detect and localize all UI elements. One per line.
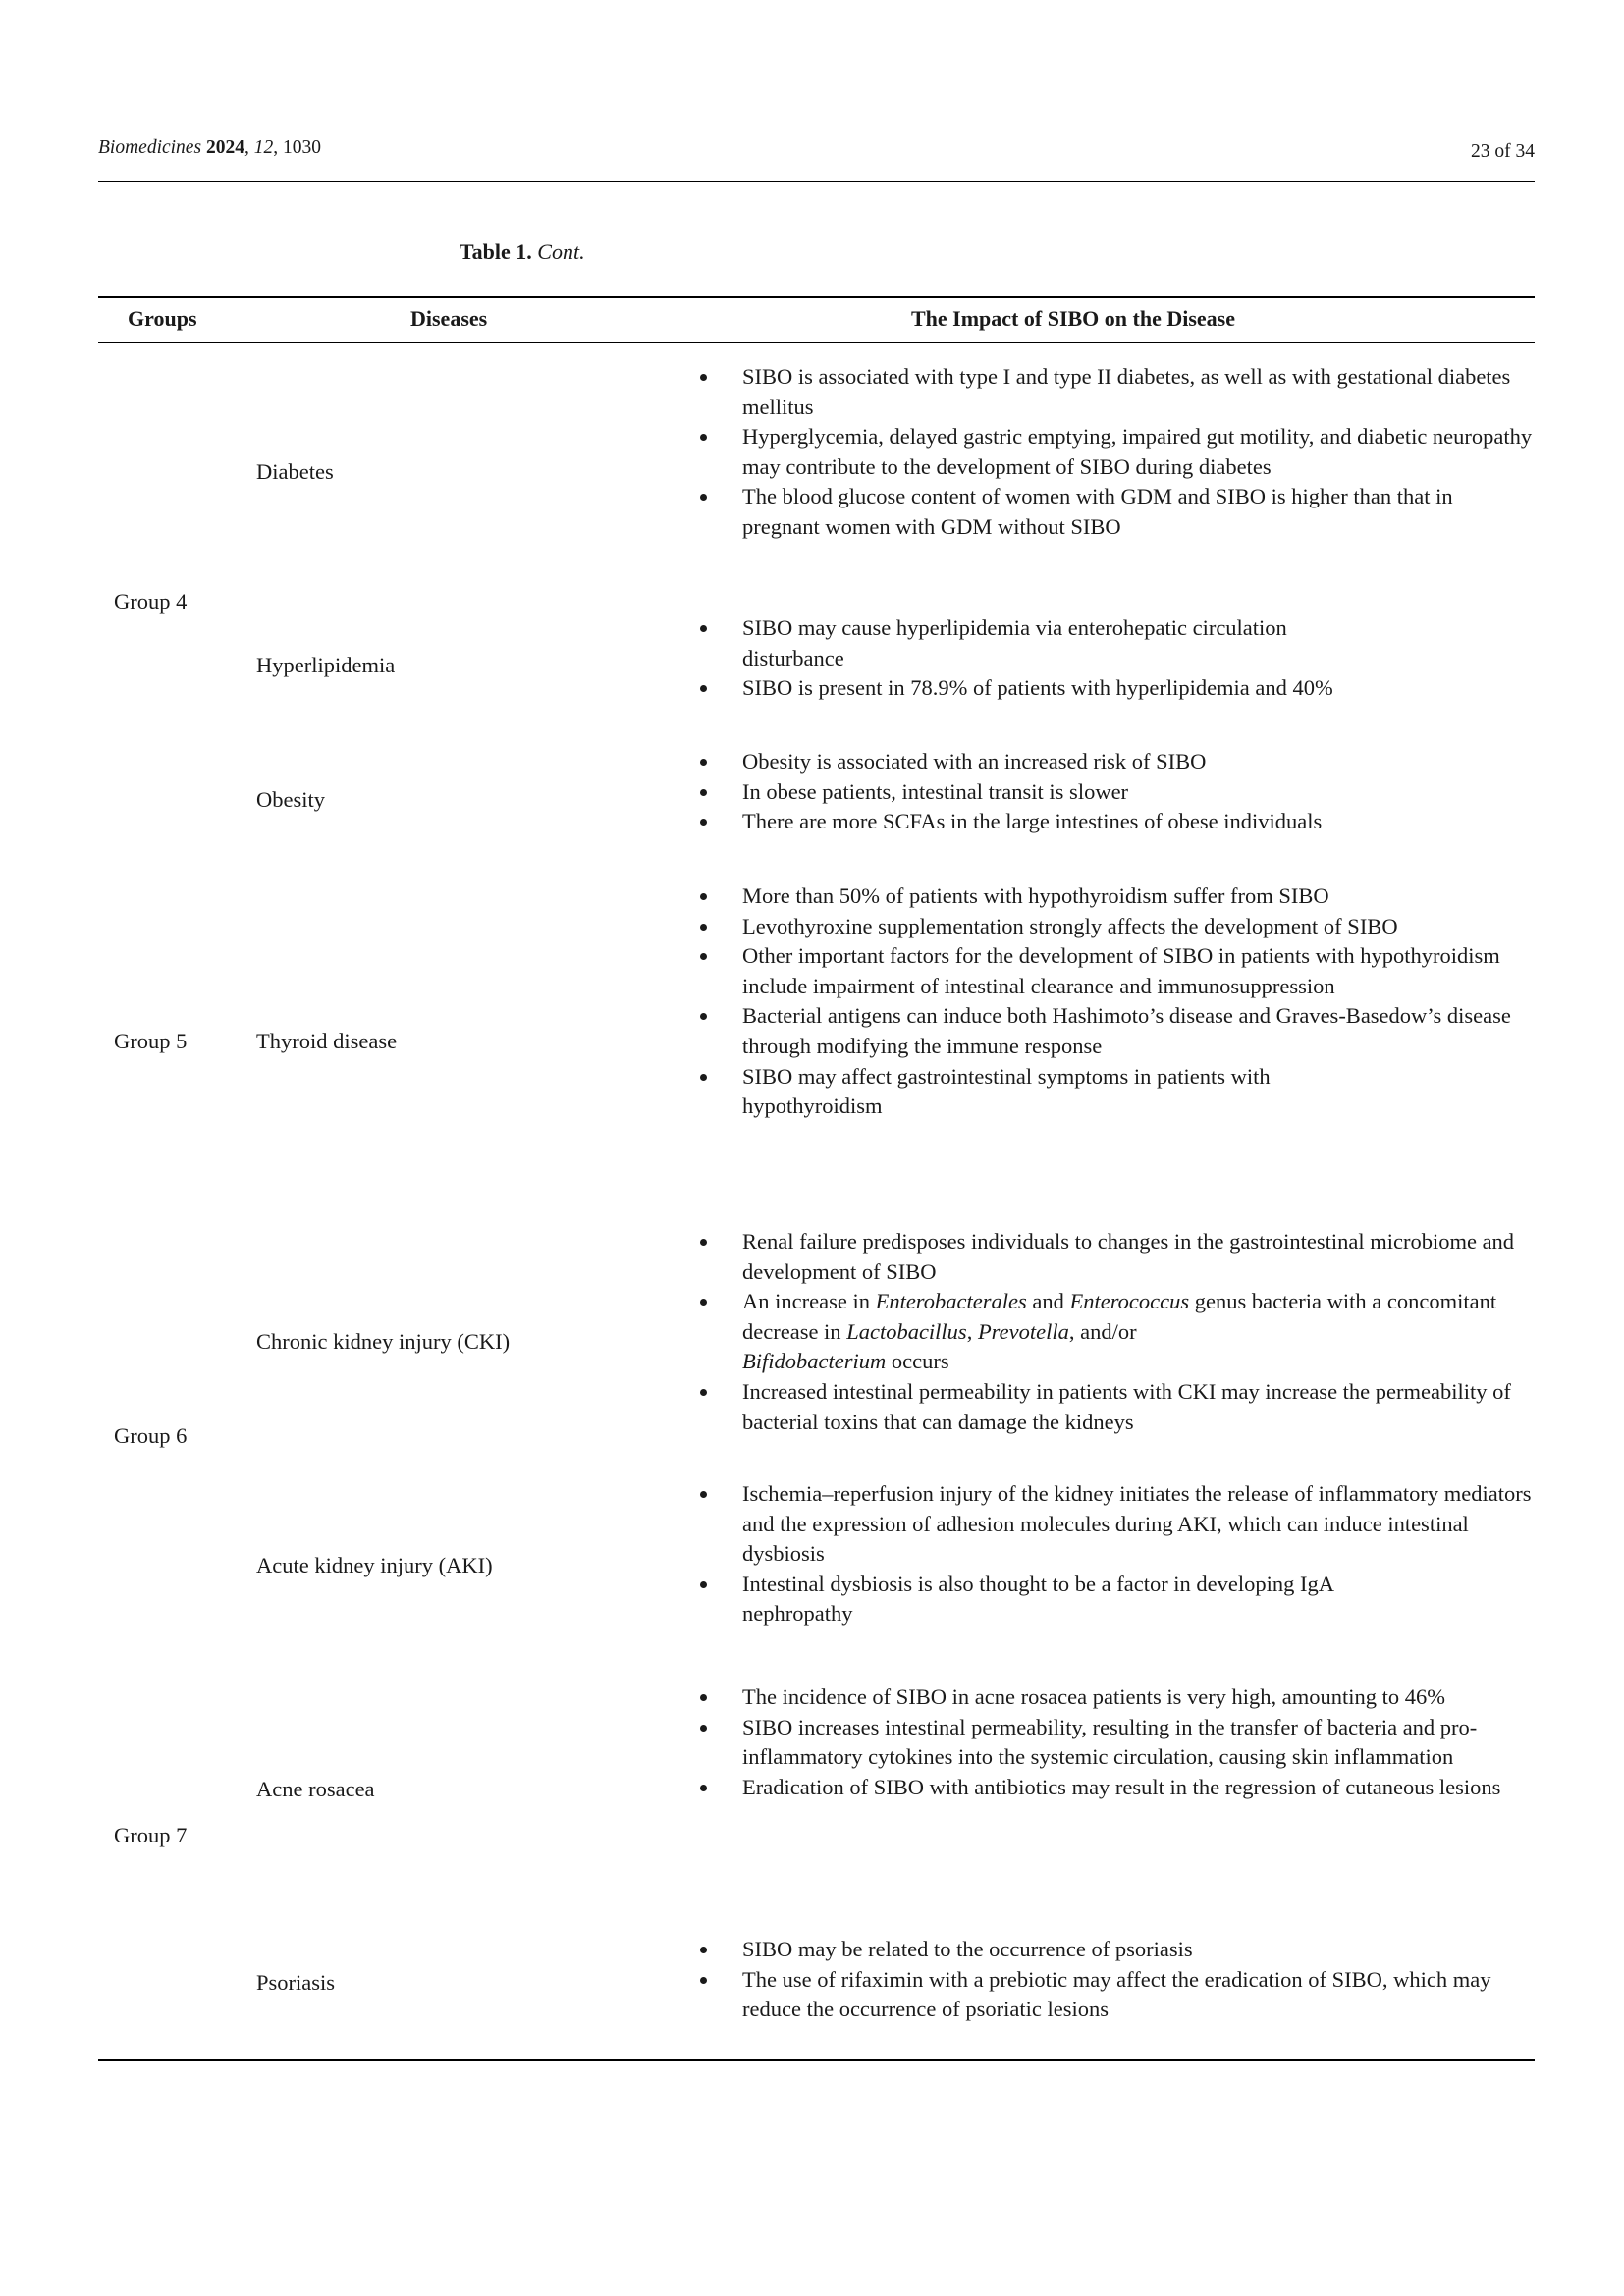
bullet-icon xyxy=(700,1694,707,1701)
list-item xyxy=(690,777,1535,808)
taxon-name: Lactobacillus xyxy=(846,1318,967,1344)
impact-text: Renal failure predisposes individuals to changes in the gastrointestinal microbiome and development of SIBO xyxy=(742,1229,1515,1284)
impact-text: SIBO is associated with type I and type II diabetes, as well as with gestational diabetes mellitus xyxy=(742,364,1511,419)
list-item xyxy=(690,912,1535,942)
group-label: Group 5 xyxy=(114,1029,188,1053)
impact-text: Other important factors for the development of SIBO in patients with hypothyroidism include impairment of intestinal clearance and immunosuppression xyxy=(742,943,1500,998)
disease-name: Psoriasis xyxy=(256,1970,336,1995)
impact-text: Obesity is associated with an increased risk of SIBO xyxy=(742,749,1207,774)
bullet-icon xyxy=(700,1389,707,1396)
list-item xyxy=(690,673,1535,704)
impact-text: Ischemia–reperfusion injury of the kidney initiates the release of inflammatory mediators and the expression of adhesion molecules during AKI, which can induce intestinal dysbiosis xyxy=(742,1481,1532,1567)
list-item xyxy=(690,1773,1535,1803)
impact-text: There are more SCFAs in the large intestines of obese individuals xyxy=(742,809,1323,834)
impact-list-aki xyxy=(690,1479,1535,1629)
disease-name: Obesity xyxy=(256,787,325,812)
impact-list-thyroid xyxy=(690,881,1535,1122)
impact-text xyxy=(742,1287,1535,1377)
column-header-diseases: Diseases xyxy=(410,306,488,331)
journal-citation: Biomedicines 2024, 12, 1030 xyxy=(98,137,321,158)
impact-text: The use of rifaximin with a prebiotic may affect the eradication of SIBO, which may reduce the occurrence of psoriatic lesions xyxy=(742,1966,1491,2022)
list-item xyxy=(690,1001,1535,1061)
bullet-icon xyxy=(700,1491,707,1498)
bullet-icon xyxy=(700,819,707,826)
list-item xyxy=(690,1965,1535,2025)
journal-volume: 12 xyxy=(253,137,274,158)
list-item xyxy=(690,1377,1535,1437)
list-item xyxy=(690,422,1535,482)
impact-list-obesity xyxy=(690,747,1535,837)
list-item xyxy=(690,807,1535,837)
disease-name: Hyperlipidemia xyxy=(256,653,396,677)
impact-list-diabetes xyxy=(690,362,1535,543)
text-run: , and/or xyxy=(1068,1318,1137,1344)
running-head xyxy=(98,135,1535,182)
journal-year: 2024 xyxy=(205,137,244,158)
list-item xyxy=(690,1713,1535,1773)
disease-name: Acute kidney injury (AKI) xyxy=(256,1553,493,1577)
disease-name: Chronic kidney injury (CKI) xyxy=(256,1329,511,1354)
text-run: occurs xyxy=(886,1349,949,1374)
impact-text: The blood glucose content of women with GDM and SIBO is higher than that in pregnant women with GDM without SIBO xyxy=(742,484,1453,539)
bullet-icon xyxy=(700,685,707,692)
list-item xyxy=(690,1479,1535,1570)
bullet-icon xyxy=(700,1013,707,1020)
bullet-icon xyxy=(700,494,707,501)
impact-text: Bacterial antigens can induce both Hashimoto’s disease and Graves-Basedow’s disease through modifying the immune response xyxy=(742,1003,1511,1058)
impact-list-psoriasis xyxy=(690,1935,1535,2025)
impact-text: SIBO increases intestinal permeability, resulting in the transfer of bacteria and pro-inflammatory cytokines into the systemic circulation, causing skin inflammation xyxy=(742,1714,1478,1770)
text-run: genus bacteria with a concomitant decrease in xyxy=(742,1289,1497,1344)
impact-text: Increased intestinal permeability in patients with CKI may increase the permeability of bacterial toxins that can damage the kidneys xyxy=(742,1378,1511,1434)
impact-text: The incidence of SIBO in acne rosacea patients is very high, amounting to 46% xyxy=(742,1684,1446,1709)
list-item xyxy=(690,747,1535,777)
taxon-name: Enterobacterales xyxy=(875,1289,1027,1314)
list-item xyxy=(690,881,1535,912)
text-run: An increase in xyxy=(742,1289,876,1314)
disease-name: Diabetes xyxy=(256,459,334,484)
impact-text: More than 50% of patients with hypothyroidism suffer from SIBO xyxy=(742,883,1329,908)
impact-text: Eradication of SIBO with antibiotics may result in the regression of cutaneous lesions xyxy=(742,1774,1501,1799)
list-item xyxy=(690,941,1535,1001)
impact-list-acne xyxy=(690,1682,1535,1802)
journal-name: Biomedicines xyxy=(98,137,202,158)
impact-text: In obese patients, intestinal transit is slower xyxy=(742,778,1129,804)
article-number: 1030 xyxy=(282,137,321,158)
page-number: 23 of 34 xyxy=(1471,141,1535,162)
list-item xyxy=(690,1682,1535,1713)
impact-text: Intestinal dysbiosis is also thought to be a factor in developing IgA nephropathy xyxy=(742,1571,1333,1627)
text-run: , xyxy=(966,1318,978,1344)
group-label: Group 6 xyxy=(114,1423,188,1448)
disease-name: Thyroid disease xyxy=(256,1029,398,1053)
list-item xyxy=(690,1570,1535,1629)
bullet-icon xyxy=(700,1785,707,1791)
impact-text: Hyperglycemia, delayed gastric emptying, impaired gut motility, and diabetic neuropathy may contribute to the development of SIBO during diabetes xyxy=(742,424,1533,479)
list-item xyxy=(690,614,1535,673)
bullet-icon xyxy=(700,374,707,381)
group-label: Group 4 xyxy=(114,589,188,614)
column-header-impact: The Impact of SIBO on the Disease xyxy=(911,306,1236,331)
bullet-icon xyxy=(700,1977,707,1984)
impact-list-cki xyxy=(690,1227,1535,1437)
disease-name: Acne rosacea xyxy=(256,1777,375,1801)
taxon-name: Prevotella xyxy=(977,1318,1069,1344)
list-item xyxy=(690,1227,1535,1287)
bullet-icon xyxy=(700,434,707,441)
list-item xyxy=(690,362,1535,422)
caption-cont: Cont. xyxy=(537,240,585,264)
impact-list-hyperlipidemia xyxy=(690,614,1535,704)
bullet-icon xyxy=(700,1299,707,1306)
bullet-icon xyxy=(700,759,707,766)
column-header-groups: Groups xyxy=(128,306,197,331)
text-run: and xyxy=(1026,1289,1070,1314)
bullet-icon xyxy=(700,789,707,796)
bullet-icon xyxy=(700,953,707,960)
sibo-impact-table xyxy=(98,296,1535,2061)
bullet-icon xyxy=(700,893,707,900)
impact-text: Levothyroxine supplementation strongly affects the development of SIBO xyxy=(742,913,1398,938)
bullet-icon xyxy=(700,625,707,632)
list-item xyxy=(690,482,1535,542)
taxon-name: Enterococcus xyxy=(1069,1289,1190,1314)
impact-text: SIBO may be related to the occurrence of psoriasis xyxy=(742,1937,1193,1961)
bullet-icon xyxy=(700,1239,707,1246)
bullet-icon xyxy=(700,1947,707,1953)
bullet-icon xyxy=(700,1581,707,1588)
list-item xyxy=(690,1287,1535,1377)
taxon-name: Bifidobacterium xyxy=(742,1349,887,1374)
list-item xyxy=(690,1062,1535,1122)
bullet-icon xyxy=(700,924,707,931)
impact-text: SIBO is present in 78.9% of patients with hyperlipidemia and 40% xyxy=(742,675,1333,701)
list-item xyxy=(690,1935,1535,1965)
caption-label: Table 1. xyxy=(460,240,532,264)
bullet-icon xyxy=(700,1074,707,1081)
group-label: Group 7 xyxy=(114,1823,188,1847)
impact-text: SIBO may cause hyperlipidemia via enterohepatic circulation disturbance xyxy=(742,615,1287,670)
impact-text: SIBO may affect gastrointestinal symptoms in patients with hypothyroidism xyxy=(742,1063,1271,1119)
table-header-row xyxy=(98,298,1535,343)
table-caption xyxy=(460,240,585,265)
bullet-icon xyxy=(700,1725,707,1732)
